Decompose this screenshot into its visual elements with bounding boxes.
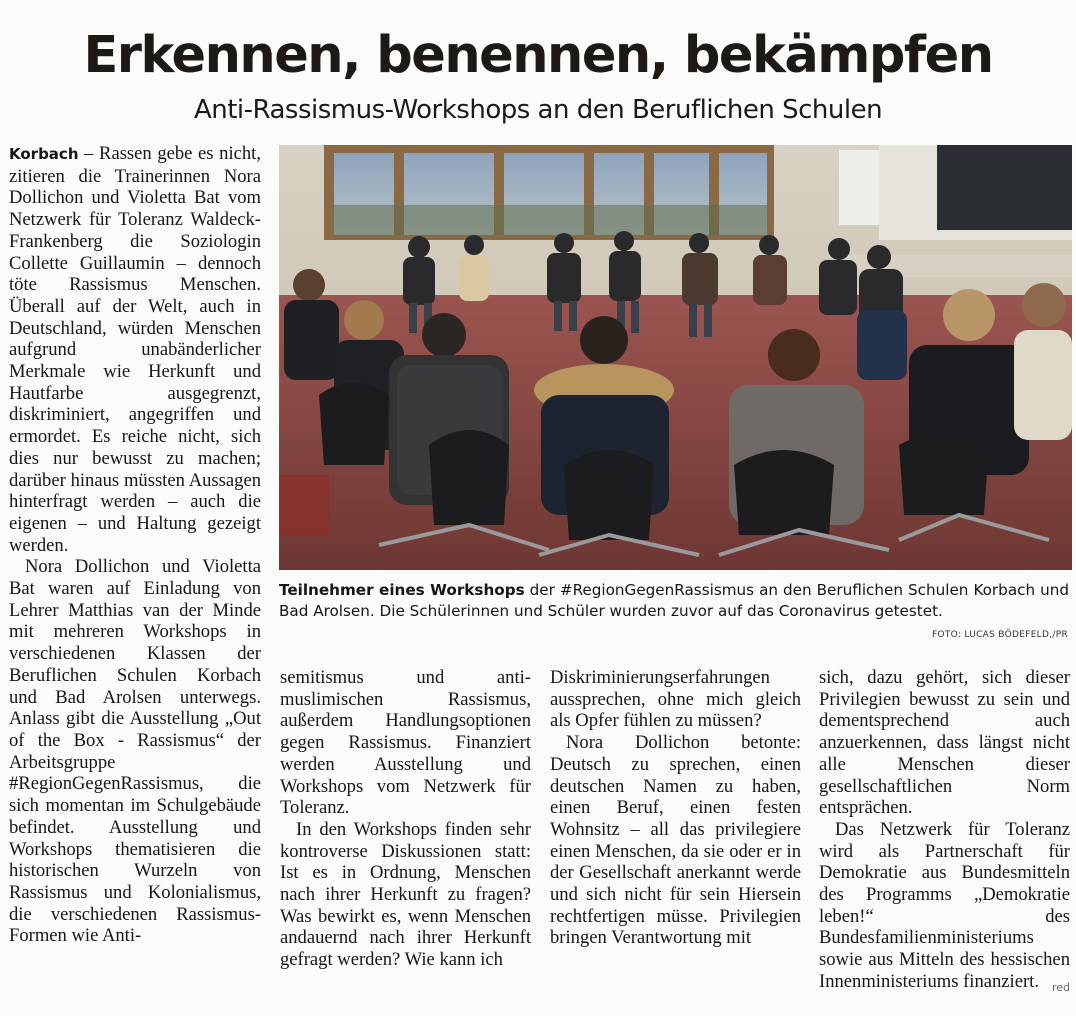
paragraph: Nora Dollichon betonte: Deutsch zu sprechen, einen deutschen Namen zu haben, einen Beruf, einen festen Wohnsitz – all das privilegiere einen Menschen, da sie oder er in der Gesellschaft anerkannt werde und sich nicht für sein Hiersein rechtfertigen müsse. Privilegien bringen Verantwortung mit <box>550 732 801 949</box>
paragraph: Diskriminierungserfahrungen aussprechen, ohne mich gleich als Opfer fühlen zu müssen? <box>550 667 801 732</box>
photo-credit: FOTO: LUCAS BÖDEFELD,/PR <box>931 630 1068 640</box>
paragraph: semitismus und anti-muslimischen Rassismus, außerdem Handlungsoptionen gegen Rassismus. Finanziert werden Ausstellung und Workshops vom Netzwerk für Toleranz. <box>280 667 531 819</box>
windows <box>324 145 774 240</box>
article-column-4 <box>819 667 1070 993</box>
subheadline: Anti-Rassismus-Workshops an den Beruflichen Schulen <box>193 95 883 125</box>
author-signature: red <box>1051 981 1070 994</box>
workshop-photo <box>279 145 1072 570</box>
paragraph <box>9 143 261 556</box>
paragraph-text: – Rassen gebe es nicht, zitieren die Trainerinnen Nora Dollichon und Violetta Bat vom Netzwerk für Toleranz Waldeck- Frankenberg die Soziologin Collette Guillaumin – dennoch töte Rassismus Menschen. Überall auf der Welt, auch in Deutschland, würden Menschen aufgrund unabänderlicher Merkmale wie Herkunft und Hautfarbe ausgegrenzt, diskriminiert, angegriffen und ermordet. Es reiche nicht, sich dies nur bewusst zu machen; darüber hinaus müssten Aussagen hinterfragt werden – auch die eigenen – und Haltung gezeigt werden. <box>9 143 261 556</box>
article-column-1 <box>9 143 261 947</box>
article-column-3 <box>550 667 801 949</box>
caption-lead: Teilnehmer eines Workshops <box>279 581 525 599</box>
paragraph: Nora Dollichon und Violetta Bat waren auf Einladung von Lehrer Matthias van der Minde mit mehreren Workshops in verschiedenen Klassen der Beruflichen Schulen Korbach und Bad Arolsen unterwegs. Anlass gibt die Ausstellung „Out of the Box - Rassismus“ der Arbeitsgruppe #RegionGegenRassismus, die sich momentan im Schulgebäude befindet. Ausstellung und Workshops thematisieren die historischen Wurzeln von Rassismus und Kolonialismus, die verschiedenen Rassismus-Formen wie Anti- <box>9 556 261 947</box>
paragraph: sich, dazu gehört, sich dieser Privilegien bewusst zu sein und dementsprechend auch anzuerkennen, dass längst nicht alle Menschen dieser gesellschaftlichen Norm entsprächen. <box>819 667 1070 819</box>
article-column-2 <box>280 667 531 971</box>
caption-text: der #RegionGegenRassismus an den Beruflichen Schulen Korbach und Bad Arolsen. Die Schülerinnen und Schüler wurden zuvor auf das Coronavirus getestet. <box>279 581 1069 620</box>
paragraph: Das Netzwerk für Toleranz wird als Partnerschaft für Demokratie aus Bundesmitteln des Programms „Demokratie leben!“ des Bundesfamilienministeriums sowie aus Mitteln des hessischen Innenministeriums finanziert. <box>819 818 1070 992</box>
headline: Erkennen, benennen, bekämpfen <box>83 26 993 85</box>
dateline: Korbach <box>9 145 79 163</box>
photo-caption <box>279 580 1069 622</box>
workshop-photo-illustration <box>279 145 1072 570</box>
paragraph: In den Workshops finden sehr kontroverse Diskussionen statt: Ist es in Ordnung, Menschen nach ihrer Herkunft zu fragen? Was bewirkt es, wenn Menschen andauernd nach ihrer Herkunft gefragt werden? Wie kann ich <box>280 818 531 971</box>
